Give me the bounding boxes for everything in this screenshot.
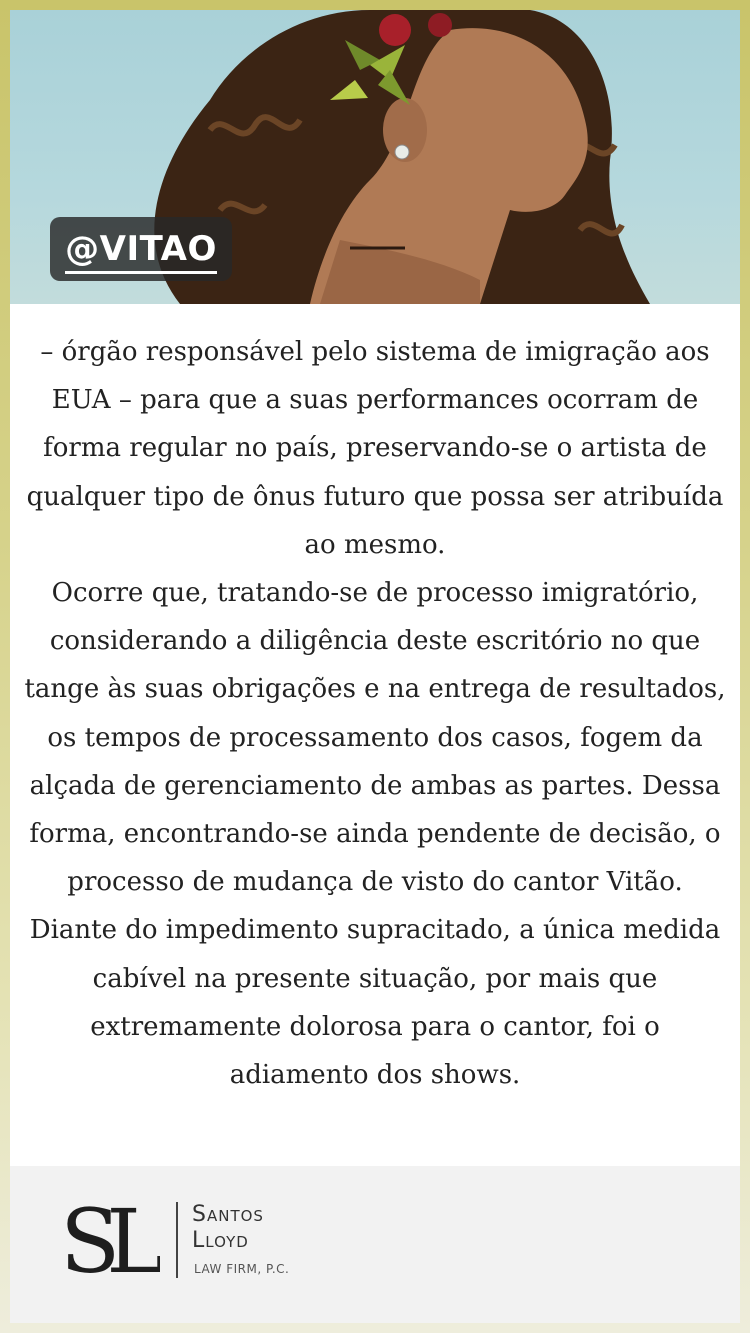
firm-name-line-2: Lloyd [192,1228,249,1253]
firm-name-line-1: Santos [192,1202,264,1227]
firm-footer [10,1166,740,1323]
handle-text: @VITAO [65,229,217,274]
paragraph: – órgão responsável pelo sistema de imigração aos EUA – para que a suas performances ocorram de forma regular no país, preservando-se o artista de qualquer tipo de ônus futuro que possa ser atribuída ao mesmo. [26,337,724,560]
article-text [20,328,730,1099]
earring [395,145,409,159]
handle-tag[interactable] [50,217,232,281]
firm-monogram-logo [60,1194,160,1284]
paragraph: Diante do impedimento supracitado, a única medida cabível na presente situação, por mais que extremamente dolorosa para o cantor, foi o adiamento dos shows. [29,915,721,1091]
header-photo [10,10,740,304]
monogram-text: SL [60,1194,151,1284]
paragraph: Ocorre que, tratando-se de processo imigratório, considerando a diligência deste escritório no que tange às suas obrigações e na entrega de resultados, os tempos de processamento dos casos, fogem da alçada de gerenciamento de ambas as partes. Dessa forma, encontrando-se ainda pendente de decisão, o processo de mudança de visto do cantor Vitão. [24,578,726,898]
firm-name [192,1202,264,1254]
firm-subtitle: LAW FIRM, P.C. [194,1262,290,1276]
story-card [10,10,740,1323]
logo-divider [176,1202,178,1278]
